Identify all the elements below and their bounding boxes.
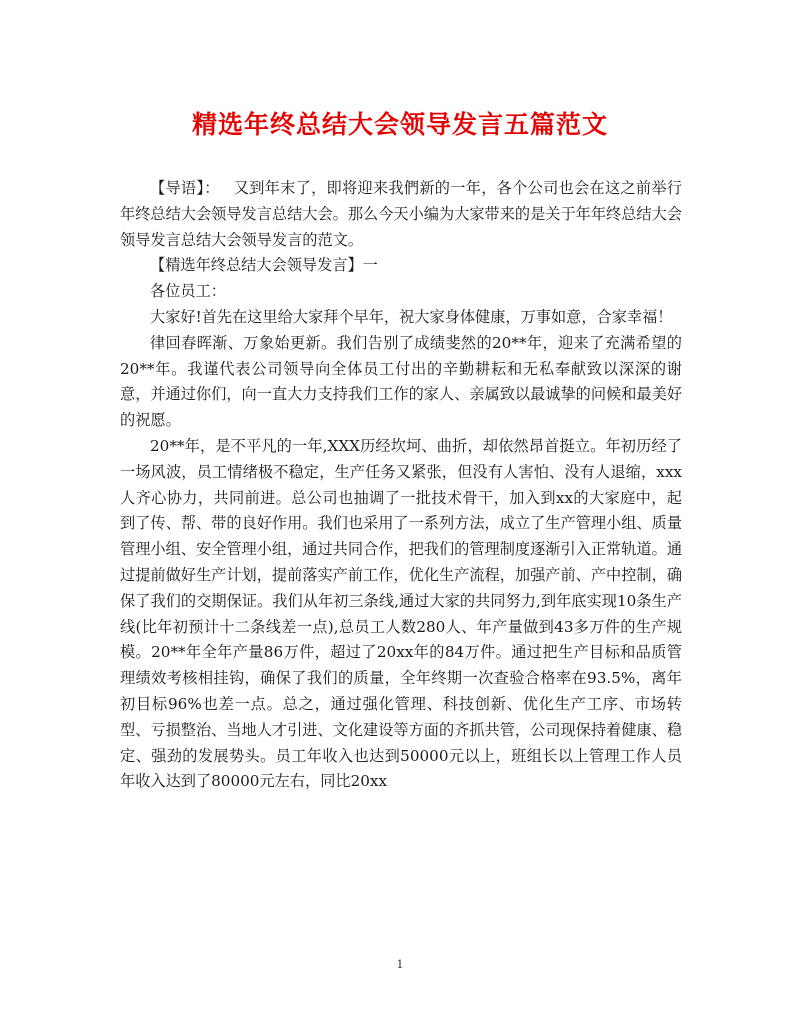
intro-text: 又到年末了，即将迎来我們新的一年，各个公司也会在这之前举行年终总结大会领导发言总结大会。那么今天小编为大家带来的是关于年年终总结大会领导发言总结大会领导发言的范文。 <box>120 179 682 249</box>
document-title: 精选年终总结大会领导发言五篇范文 <box>191 110 608 139</box>
document-body <box>120 176 682 795</box>
body-paragraph-new-year: 律回春晖渐、万象始更新。我们告别了成绩斐然的20**年，迎来了充满希望的20**年。我谨代表公司领导向全体员工付出的辛勤耕耘和无私奉献致以深深的谢意，并通过你们，向一直大力支持我们工作的家人、亲属致以最诚挚的问候和最美好的祝愿。 <box>120 333 682 430</box>
body-paragraph-greeting: 大家好!首先在这里给大家拜个早年，祝大家身体健康，万事如意，合家幸福！ <box>150 307 673 326</box>
body-paragraph-review: 20**年，是不平凡的一年,XXX历经坎坷、曲折，却依然昂首挺立。年初历经了一场风波，员工情绪极不稳定，生产任务又紧张，但没有人害怕、没有人退缩，xxx人齐心协力，共同前进。总公司也抽调了一批技术骨干，加入到xx的大家庭中，起到了传、帮、带的良好作用。我们也采用了一系列方法，成立了生产管理小组、质量管理小组、安全管理小组，通过共同合作，把我们的管理制度逐渐引入正常轨道。通过提前做好生产计划，提前落实产前工作，优化生产流程，加强产前、产中控制，确保了我们的交期保证。我们从年初三条线,通过大家的共同努力,到年底实现10条生产线(比年初预计十二条线差一点),总员工人数280人、年产量做到43多万件的生产规模。20**年全年产量86万件，超过了20xx年的84万件。通过把生产目标和品质管理绩效考核相挂钩，确保了我们的质量，全年终期一次查验合格率在93.5%，离年初目标96%也差一点。总之，通过强化管理、科技创新、优化生产工序、市场转型、亏损整治、当地人才引进、文化建设等方面的齐抓共管，公司现保持着健康、稳定、强劲的发展势头。员工年收入也达到50000元以上，班组长以上管理工作人员年收入达到了80000元左右，同比20xx <box>120 436 682 791</box>
section-heading: 【精选年终总结大会领导发言】一 <box>150 256 378 275</box>
intro-label: 【导语】： <box>150 179 220 197</box>
page-number: 1 <box>396 958 404 971</box>
salutation: 各位员工： <box>150 282 226 301</box>
intro-paragraph <box>120 176 682 253</box>
